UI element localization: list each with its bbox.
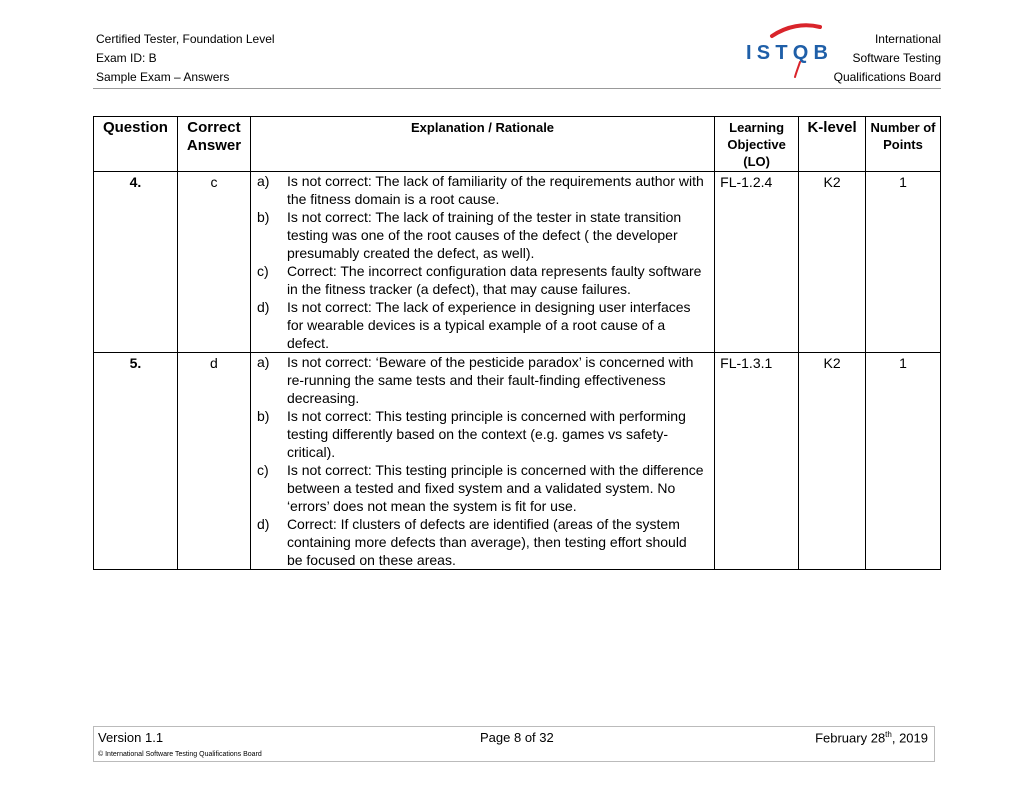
footer-version: Version 1.1	[98, 730, 164, 745]
option-text: Correct: If clusters of defects are identified (areas of the system containing more defects than average), then testing effort should be focused on these areas.	[286, 516, 687, 568]
header-org-line1: International	[874, 32, 941, 46]
istqb-logo	[742, 22, 832, 78]
question-number: 4.	[94, 172, 178, 353]
answers-table	[93, 116, 941, 570]
option-letter: d)	[256, 516, 270, 532]
header-question: Question	[94, 117, 178, 172]
header-correct-answer: Correct Answer	[177, 117, 250, 172]
page-footer	[93, 726, 935, 762]
points: 1	[866, 353, 941, 570]
header-right	[834, 30, 941, 87]
header-k-level: K-level	[799, 117, 866, 172]
table-row	[94, 353, 941, 570]
footer-copyright: © International Software Testing Qualifications Board	[98, 751, 262, 758]
explanation-item	[257, 353, 706, 407]
option-text: Is not correct: ‘Beware of the pesticide paradox’ is concerned with re-running the same tests and their fault-finding effectiveness decreasing.	[286, 354, 694, 406]
header-org-line2: Software Testing	[852, 51, 941, 65]
option-text: Is not correct: This testing principle is concerned with performing testing differently based on the context (e.g. games vs safety-critical).	[286, 408, 686, 460]
learning-objective: FL-1.3.1	[715, 353, 799, 570]
option-letter: b)	[256, 209, 270, 225]
option-text: Is not correct: The lack of training of the tester in state transition testing was one of the root causes of the defect ( the developer presumably created the defect, as well).	[286, 209, 682, 261]
option-letter: b)	[256, 408, 270, 424]
option-letter: c)	[256, 263, 269, 279]
logo-swoosh-tail	[795, 62, 800, 77]
footer-date-prefix: February 28	[815, 730, 886, 746]
explanation-item	[257, 461, 706, 515]
explanation-item	[257, 172, 706, 208]
explanation-item	[257, 262, 706, 298]
header-learning-objective: Learning Objective (LO)	[715, 117, 799, 172]
table-header-row	[94, 117, 941, 172]
header-explanation: Explanation / Rationale	[250, 117, 714, 172]
correct-answer: c	[177, 172, 250, 353]
learning-objective: FL-1.2.4	[715, 172, 799, 353]
footer-date	[815, 730, 928, 745]
explanation-item	[257, 407, 706, 461]
points: 1	[866, 172, 941, 353]
header-title: Certified Tester, Foundation Level	[96, 32, 275, 46]
option-text: Is not correct: This testing principle is concerned with the difference between a tested and fixed system and a validated system. No ‘errors’ does not mean the system is fit for use.	[286, 462, 704, 514]
header-left	[96, 30, 275, 87]
explanation-cell	[250, 172, 714, 353]
option-text: Is not correct: The lack of familiarity of the requirements author with the fitness domain is a root cause.	[286, 173, 704, 207]
footer-date-suffix: , 2019	[891, 730, 928, 746]
header-subtitle: Sample Exam – Answers	[96, 70, 230, 84]
table-row	[94, 172, 941, 353]
header-points: Number of Points	[866, 117, 941, 172]
k-level: K2	[799, 353, 866, 570]
option-letter: a)	[256, 354, 270, 370]
logo-swoosh-top	[772, 25, 820, 36]
explanation-item	[257, 208, 706, 262]
k-level: K2	[799, 172, 866, 353]
option-text: Is not correct: The lack of experience in designing user interfaces for wearable devices is a typical example of a root cause of a defect.	[286, 299, 691, 351]
option-text: Correct: The incorrect configuration data represents faulty software in the fitness tracker (a defect), that may cause failures.	[286, 263, 702, 297]
question-number: 5.	[94, 353, 178, 570]
option-letter: c)	[256, 462, 269, 478]
logo-text: ISTQB	[746, 42, 828, 64]
explanation-item	[257, 298, 706, 352]
explanation-item	[257, 515, 706, 569]
footer-page-number: Page 8 of 32	[480, 730, 554, 745]
footer-date-sup: th	[885, 730, 892, 739]
header-divider	[93, 88, 941, 89]
correct-answer: d	[177, 353, 250, 570]
explanation-cell	[250, 353, 714, 570]
option-letter: d)	[256, 299, 270, 315]
option-letter: a)	[256, 173, 270, 189]
header-org-line3: Qualifications Board	[833, 70, 941, 84]
header-exam-id: Exam ID: B	[96, 51, 157, 65]
